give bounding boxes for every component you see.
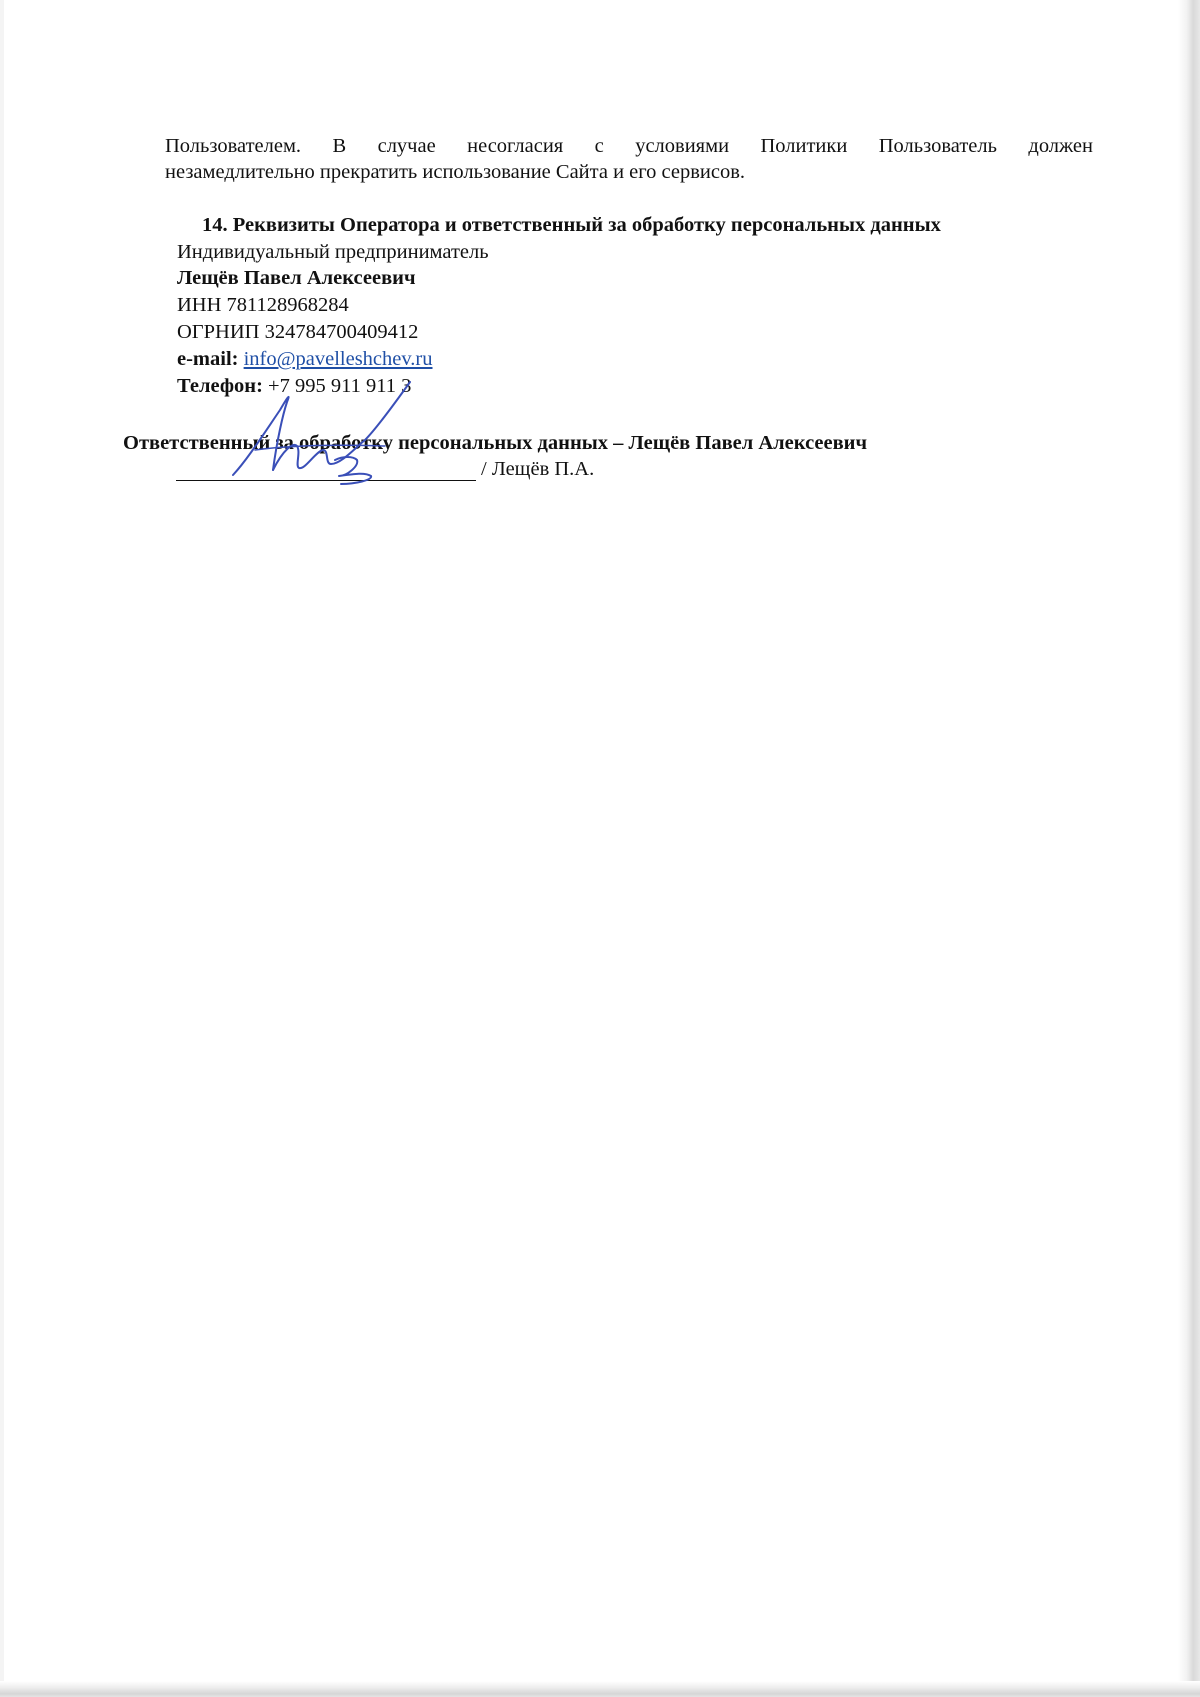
responsible-person: Ответственный за обработку персональных данных – Лещёв Павел Алексеевич [123, 432, 868, 454]
scan-edge-right [1178, 0, 1200, 1697]
signature-name: / Лещёв П.А. [481, 458, 595, 480]
phone-value: +7 995 911 911 3 [268, 375, 412, 397]
email-link[interactable]: info@pavelleshchev.ru [243, 348, 433, 370]
scan-edge-bottom [0, 1681, 1200, 1697]
section-heading: 14. Реквизиты Оператора и ответственный за обработку персональных данных [202, 214, 941, 236]
phone-label: Телефон: [177, 375, 263, 397]
handwritten-signature [225, 380, 455, 490]
closing-paragraph [165, 133, 1093, 185]
inn-line: ИНН 781128968284 [177, 294, 349, 316]
paragraph-line-2: незамедлительно прекратить использование Сайта и его сервисов. [165, 161, 746, 183]
email-label: e-mail: [177, 348, 239, 370]
scan-edge-left [0, 0, 4, 1697]
entity-type: Индивидуальный предприниматель [177, 241, 489, 263]
paragraph-line-1: Пользователем. В случае несогласия с условиями Политики Пользователь должен [165, 135, 1093, 157]
email-line [177, 348, 433, 371]
operator-name: Лещёв Павел Алексеевич [177, 267, 416, 289]
ogrnip-line: ОГРНИП 324784700409412 [177, 321, 419, 343]
